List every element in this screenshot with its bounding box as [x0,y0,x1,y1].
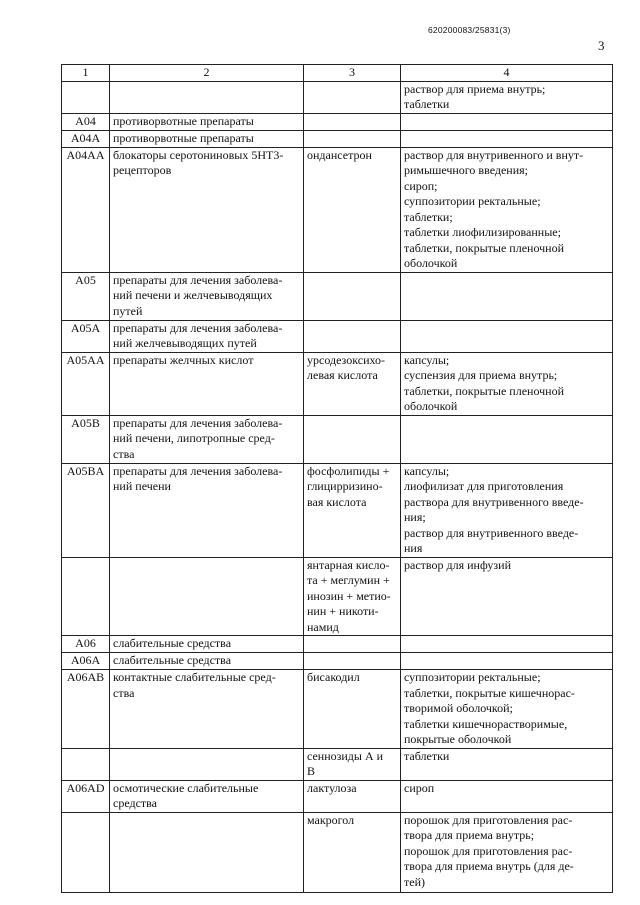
table-row [62,748,613,780]
dosage-forms-line: капсулы; [404,352,450,367]
group-name-line: ний печени [113,479,171,493]
table-row [62,272,613,320]
drug-name-line: урсодезоксихо- [307,352,386,367]
dosage-forms-cell [401,670,613,749]
dosage-forms-line: сироп [404,780,435,795]
dosage-forms-cell [401,812,613,892]
drug-name-line: глицирризино- [307,479,383,493]
table-row [62,557,613,636]
dosage-forms-cell [401,748,613,780]
dosage-forms-cell [401,557,613,636]
dosage-forms-line: порошок для приготовления рас- [404,812,573,827]
dosage-forms-line: оболочкой [404,399,458,413]
dosage-forms-line: ния [404,541,423,555]
group-name-cell [110,636,304,653]
table-row [62,352,613,415]
dosage-forms-line: таблетки, покрытые пленочной [404,383,565,398]
drug-name-line: бисакодил [307,670,360,684]
group-name-cell [110,653,304,670]
drug-name-cell [304,415,401,463]
drug-name-line: та + меглумин + [307,573,390,587]
atc-code-cell: A04A [62,130,110,147]
dosage-forms-line: ния; [404,510,426,524]
dosage-forms-line: таблетки [404,97,450,111]
dosage-forms-line: раствора для внутривенного введе- [404,494,584,509]
column-header: 1 [62,65,110,82]
dosage-forms-cell [401,352,613,415]
group-name-line: препараты желчных кислот [113,352,254,367]
table-row [62,670,613,749]
dosage-forms-line: сироп; [404,178,438,193]
atc-code-cell: A06AB [62,670,110,749]
drug-name-cell [304,748,401,780]
dosage-forms-line: таблетки; [404,209,453,224]
dosage-forms-cell [401,636,613,653]
atc-code-cell: A05 [62,272,110,320]
atc-code-cell: A05BA [62,463,110,557]
atc-code-cell: A04 [62,113,110,130]
column-header: 4 [401,65,613,82]
dosage-forms-cell [401,320,613,352]
drug-classification-table [61,64,613,893]
drug-name-cell [304,463,401,557]
group-name-line: противорвотные препараты [113,113,254,128]
dosage-forms-line: капсулы; [404,463,450,478]
drug-name-line: лактулоза [307,780,357,795]
dosage-forms-cell [401,415,613,463]
group-name-cell [110,352,304,415]
drug-name-cell [304,352,401,415]
drug-name-cell [304,812,401,892]
dosage-forms-cell [401,113,613,130]
table-row [62,415,613,463]
dosage-forms-line: тей) [404,874,425,889]
dosage-forms-cell [401,272,613,320]
group-name-cell [110,463,304,557]
group-name-cell [110,320,304,352]
group-name-line: ний печени и желчевыводящих [113,288,273,302]
atc-code-cell [62,812,110,892]
drug-name-cell [304,320,401,352]
dosage-forms-line: таблетки [404,748,450,763]
group-name-line: ний желчевыводящих путей [113,336,257,350]
atc-code-cell: A04AA [62,147,110,272]
group-name-line: противорвотные препараты [113,130,254,145]
drug-name-line: вая кислота [307,494,367,509]
dosage-forms-line: порошок для приготовления рас- [404,843,573,858]
column-header: 2 [110,65,304,82]
group-name-line: осмотические слабительные [113,780,259,795]
group-name-line: слабительные средства [113,653,232,667]
dosage-forms-line: покрытые оболочкой [404,732,512,746]
drug-name-cell [304,653,401,670]
drug-name-cell [304,147,401,272]
dosage-forms-line: раствор для приема внутрь; [404,81,546,96]
drug-name-line: левая кислота [307,368,378,382]
group-name-cell [110,557,304,636]
group-name-line: контактные слабительные сред- [113,670,276,684]
table-row [62,113,613,130]
group-name-cell [110,130,304,147]
group-name-line: ства [113,685,135,700]
group-name-line: препараты для лечения заболева- [113,415,283,430]
group-name-cell [110,670,304,749]
atc-code-cell: A05AA [62,352,110,415]
group-name-line: ний печени, липотропные сред- [113,431,275,445]
drug-name-cell [304,636,401,653]
column-number-row [62,65,613,82]
drug-name-cell [304,113,401,130]
group-name-cell [110,147,304,272]
table-row [62,81,613,113]
atc-code-cell: A05A [62,320,110,352]
document-id: 620200083/25831(3) [428,25,511,35]
drug-name-line: В [307,764,316,778]
drug-name-line: инозин + метио- [307,588,391,603]
atc-code-cell: A06A [62,653,110,670]
atc-code-cell: A06 [62,636,110,653]
dosage-forms-line: суппозитории ректальные; [404,670,541,684]
group-name-line: путей [113,303,143,318]
drug-name-line: макрогол [307,812,355,827]
page-number: 3 [598,38,605,53]
group-name-line: рецепторов [113,163,172,177]
group-name-cell [110,812,304,892]
dosage-forms-cell [401,147,613,272]
drug-name-cell [304,130,401,147]
dosage-forms-cell [401,653,613,670]
dosage-forms-line: раствор для внутривенного введе- [404,525,579,540]
atc-code-cell [62,557,110,636]
dosage-forms-line: таблетки, покрытые пленочной [404,240,565,255]
dosage-forms-line: таблетки лиофилизированные; [404,225,561,239]
drug-name-line: фосфолипиды + [307,463,390,478]
dosage-forms-line: суспензия для приема внутрь; [404,368,558,382]
dosage-forms-cell [401,463,613,557]
dosage-forms-line: раствор для внутривенного и внут- [404,147,584,162]
drug-name-line: нин + никоти- [307,604,379,618]
table-row [62,812,613,892]
table-row [62,780,613,812]
group-name-line: ства [113,446,135,461]
dosage-forms-cell [401,780,613,812]
dosage-forms-line: раствор для инфузий [404,557,511,572]
dosage-forms-line: римышечного введения; [404,163,528,177]
dosage-forms-line: суппозитории ректальные; [404,194,541,208]
table-row [62,147,613,272]
atc-code-cell [62,81,110,113]
drug-name-line: ондансетрон [307,147,372,162]
dosage-forms-line: таблетки, покрытые кишечнорас- [404,685,575,700]
table-row [62,653,613,670]
dosage-forms-line: оболочкой [404,256,458,270]
drug-name-cell [304,272,401,320]
table-row [62,130,613,147]
table-row [62,320,613,352]
drug-name-cell [304,81,401,113]
dosage-forms-line: таблетки кишечнорастворимые, [404,716,568,731]
drug-name-cell [304,557,401,636]
drug-name-line: сеннозиды А и [307,748,384,763]
column-header: 3 [304,65,401,82]
group-name-cell [110,415,304,463]
group-name-line: средства [113,796,158,810]
drug-name-cell [304,670,401,749]
drug-name-cell [304,780,401,812]
group-name-line: препараты для лечения заболева- [113,320,283,335]
group-name-cell [110,81,304,113]
table-row [62,636,613,653]
dosage-forms-line: творимой оболочкой; [404,701,513,715]
dosage-forms-line: твора для приема внутрь; [404,828,535,842]
drug-name-line: намид [307,619,339,634]
dosage-forms-cell [401,130,613,147]
group-name-cell [110,748,304,780]
table-row [62,463,613,557]
group-name-cell [110,780,304,812]
atc-code-cell: A05B [62,415,110,463]
drug-name-line: янтарная кисло- [307,557,390,572]
group-name-line: препараты для лечения заболева- [113,272,283,287]
atc-code-cell: A06AD [62,780,110,812]
dosage-forms-line: твора для приема внутрь (для де- [404,859,574,873]
group-name-line: препараты для лечения заболева- [113,463,283,478]
dosage-forms-line: лиофилизат для приготовления [404,479,564,493]
dosage-forms-cell [401,81,613,113]
group-name-cell [110,272,304,320]
atc-code-cell [62,748,110,780]
group-name-line: блокаторы серотониновых 5HT3- [113,147,284,162]
group-name-line: слабительные средства [113,636,232,650]
group-name-cell [110,113,304,130]
